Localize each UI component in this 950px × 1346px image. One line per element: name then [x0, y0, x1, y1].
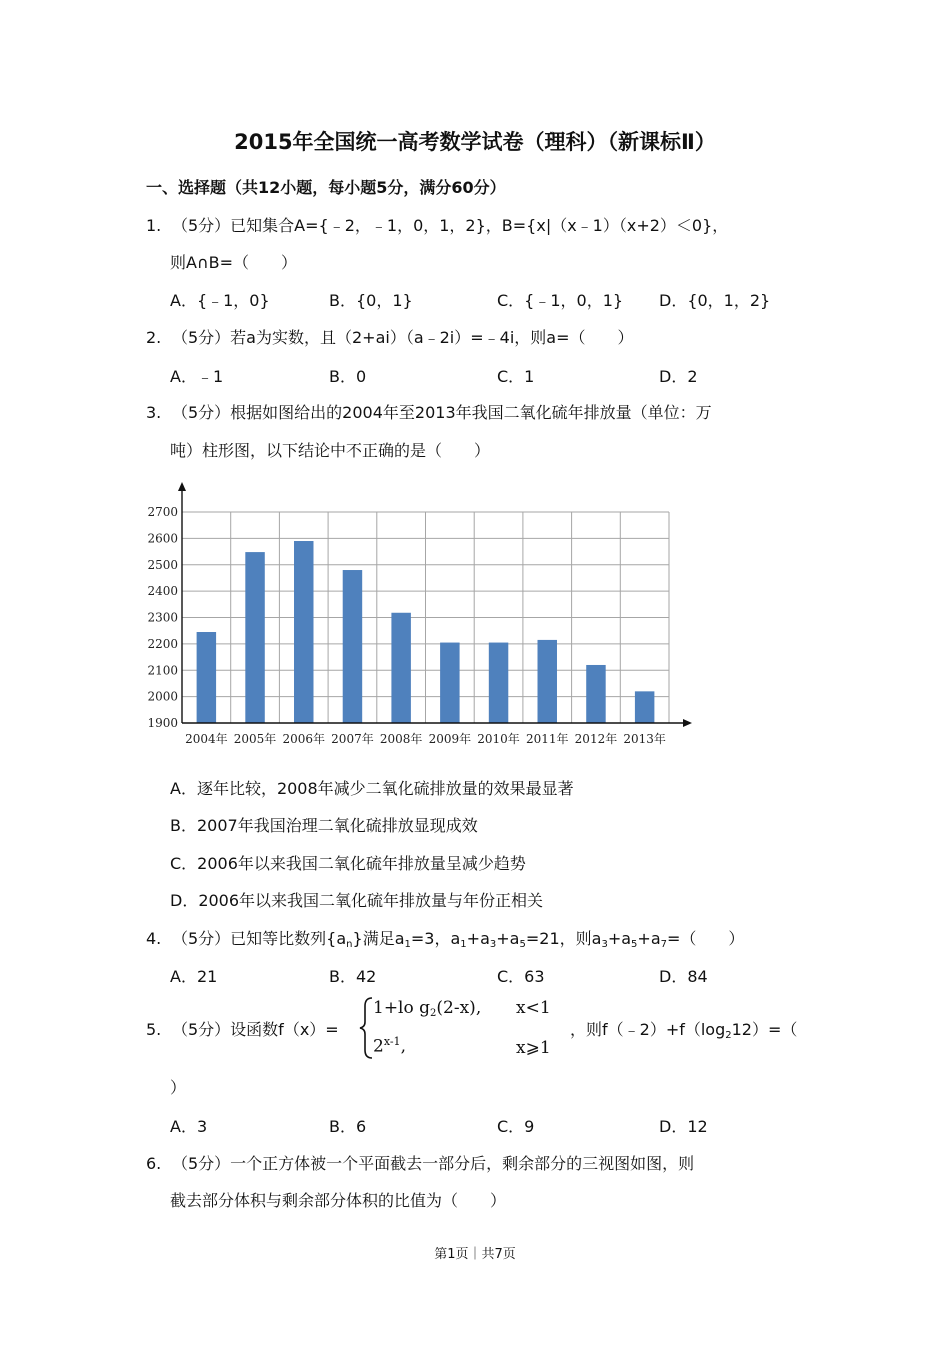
q1-option-d: D．{0，1，2} [659, 291, 771, 310]
x-tick-label: 2010年 [477, 732, 520, 746]
question-5 [146, 1017, 339, 1040]
question-text: （5分）一个正方体被一个平面截去一部分后，剩余部分的三视图如图，则 [172, 1154, 695, 1173]
y-tick-label: 2000 [147, 689, 178, 704]
y-tick-label: 2300 [147, 610, 178, 625]
question-6 [146, 1151, 694, 1174]
piecewise-case-2: 2$^{x-1}$, [373, 1035, 406, 1057]
q5-option-c: C．9 [497, 1117, 535, 1136]
piecewise-case-1: 1+lo $g_2(2-x)$, [373, 998, 482, 1019]
y-tick-label: 2100 [147, 663, 178, 678]
question-6-line-2: 截去部分体积与剩余部分体积的比值为（ ） [170, 1191, 507, 1210]
q2-option-b: B．0 [329, 367, 367, 386]
x-tick-label: 2007年 [331, 732, 374, 746]
question-text: （5分）设函数f（x）= [172, 1020, 339, 1039]
x-tick-label: 2004年 [185, 732, 228, 746]
emission-bar-chart [140, 478, 700, 758]
q4-option-c: C．63 [497, 967, 545, 986]
q1-option-a: A．{﹣1，0} [170, 291, 270, 310]
question-text: （5分）已知集合A={﹣2，﹣1，0，1，2}，B={x|（x﹣1）（x+2）＜0}， [172, 216, 729, 235]
q3-option-b: B．2007年我国治理二氧化硫排放显现成效 [170, 816, 478, 835]
q4-option-a: A．21 [170, 967, 218, 986]
question-1-line-2: 则A∩B=（ ） [170, 253, 298, 272]
x-tick-label: 2005年 [233, 732, 277, 746]
x-tick-label: 2009年 [428, 732, 472, 746]
question-number: 6. [146, 1154, 162, 1173]
q5-option-d: D．12 [659, 1117, 708, 1136]
question-5-tail: ，则$f(﹣2)+f(\log_212)=$（ [570, 1020, 798, 1041]
y-tick-label: 2500 [147, 557, 178, 572]
y-tick-label: 2700 [147, 505, 178, 519]
question-3-line-2: 吨）柱形图，以下结论中不正确的是（ ） [170, 441, 491, 460]
bar-2010年 [489, 643, 508, 723]
question-text: （5分）已知等比数列$\{a_n\}$满足$a_1=3$，$a_1+a_3+a_5=21$，则$a_3+a_5+a_7=$（ ） [172, 929, 745, 950]
y-tick-label: 1900 [147, 716, 178, 730]
q2-option-c: C．1 [497, 367, 535, 386]
bar-2012年 [586, 665, 605, 723]
page-title: 2015年全国统一高考数学试卷（理科）（新课标Ⅱ） [234, 130, 716, 154]
x-tick-label: 2013年 [623, 732, 666, 746]
piecewise-condition-1: x<1 [516, 998, 551, 1018]
bar-2005年 [245, 552, 264, 723]
q4-option-b: B．42 [329, 967, 377, 986]
question-2 [146, 325, 634, 348]
question-number: 2. [146, 328, 162, 347]
bar-2009年 [440, 643, 459, 723]
bar-2008年 [391, 613, 410, 723]
question-text: （5分）根据如图给出的2004年至2013年我国二氧化硫年排放量（单位：万 [172, 403, 712, 422]
page-footer: 第1页｜共7页 [434, 1247, 516, 1262]
question-number: 5. [146, 1020, 162, 1039]
y-tick-label: 2600 [147, 531, 178, 546]
question-3 [146, 400, 712, 423]
q2-option-a: A．﹣1 [170, 367, 224, 386]
q3-option-c: C．2006年以来我国二氧化硫年排放量呈减少趋势 [170, 854, 526, 873]
question-number: 4. [146, 929, 162, 948]
q1-option-b: B．{0，1} [329, 291, 413, 310]
bar-2011年 [538, 640, 557, 723]
q5-option-a: A．3 [170, 1117, 208, 1136]
x-tick-label: 2006年 [282, 732, 326, 746]
y-tick-label: 2400 [147, 584, 178, 599]
question-text: （5分）若a为实数，且（2+ai）（a﹣2i）=﹣4i，则a=（ ） [172, 328, 634, 347]
x-tick-label: 2012年 [574, 732, 618, 746]
q2-option-d: D．2 [659, 367, 698, 386]
q1-option-c: C．{﹣1，0，1} [497, 291, 624, 310]
q4-option-d: D．84 [659, 967, 708, 986]
question-5-line-2: ） [170, 1078, 187, 1097]
y-tick-label: 2200 [147, 636, 178, 651]
question-4 [146, 926, 744, 950]
question-1 [146, 213, 728, 236]
q5-option-b: B．6 [329, 1117, 367, 1136]
bar-2013年 [635, 691, 654, 723]
y-axis-arrow-icon [178, 482, 186, 491]
bar-2007年 [343, 570, 362, 723]
bar-2004年 [197, 632, 216, 723]
x-tick-label: 2008年 [379, 732, 423, 746]
q3-option-d: D．2006年以来我国二氧化硫年排放量与年份正相关 [170, 891, 544, 910]
question-number: 3. [146, 403, 162, 422]
piecewise-condition-2: x⩾1 [516, 1038, 551, 1058]
question-number: 1. [146, 216, 162, 235]
q3-option-a: A．逐年比较，2008年减少二氧化硫排放量的效果最显著 [170, 779, 574, 798]
x-tick-label: 2011年 [525, 732, 569, 746]
x-axis-arrow-icon [683, 719, 692, 727]
bar-2006年 [294, 541, 313, 723]
section-heading: 一、选择题（共12小题，每小题5分，满分60分） [146, 178, 506, 197]
